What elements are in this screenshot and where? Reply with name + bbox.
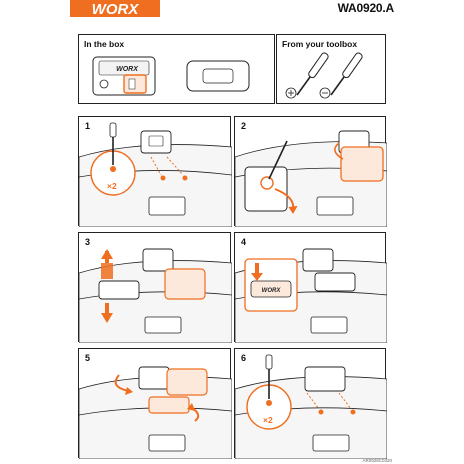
toolbox-label: From your toolbox (282, 39, 358, 49)
model-number: WA0920.A (337, 1, 394, 15)
in-the-box-illustration (79, 35, 276, 105)
step-number: 4 (241, 237, 247, 247)
step-number: 2 (241, 121, 247, 131)
screw-icon (110, 166, 116, 172)
worx-logo-text: WORX (91, 1, 139, 17)
step-3-panel (78, 232, 231, 342)
step-number: 1 (85, 121, 91, 131)
in-the-box-label: In the box (84, 39, 125, 49)
product-logo: WORX (116, 66, 138, 73)
product-logo: WORX (261, 288, 281, 294)
step-5-panel (78, 348, 231, 458)
screw-quantity: ×2 (107, 181, 117, 191)
screw-quantity: ×2 (263, 415, 273, 425)
step-number: 3 (85, 237, 91, 247)
step-5-illustration (79, 349, 232, 459)
step-1-panel (78, 116, 231, 226)
step-2-illustration (235, 117, 387, 227)
in-the-box-panel (78, 34, 275, 104)
step-2-panel (234, 116, 386, 226)
step-number: 5 (85, 353, 91, 363)
step-number: 6 (241, 353, 247, 363)
step-6-illustration (235, 349, 387, 459)
step-3-illustration (79, 233, 232, 343)
figure-code: AR0928C0320 (362, 458, 392, 463)
step-1-illustration (79, 117, 232, 227)
toolbox-illustration (277, 35, 387, 105)
toolbox-panel (276, 34, 386, 104)
worx-logo (70, 0, 160, 17)
screw-icon (266, 400, 272, 406)
step-4-illustration (235, 233, 387, 343)
step-4-panel (234, 232, 386, 342)
step-6-panel (234, 348, 386, 458)
